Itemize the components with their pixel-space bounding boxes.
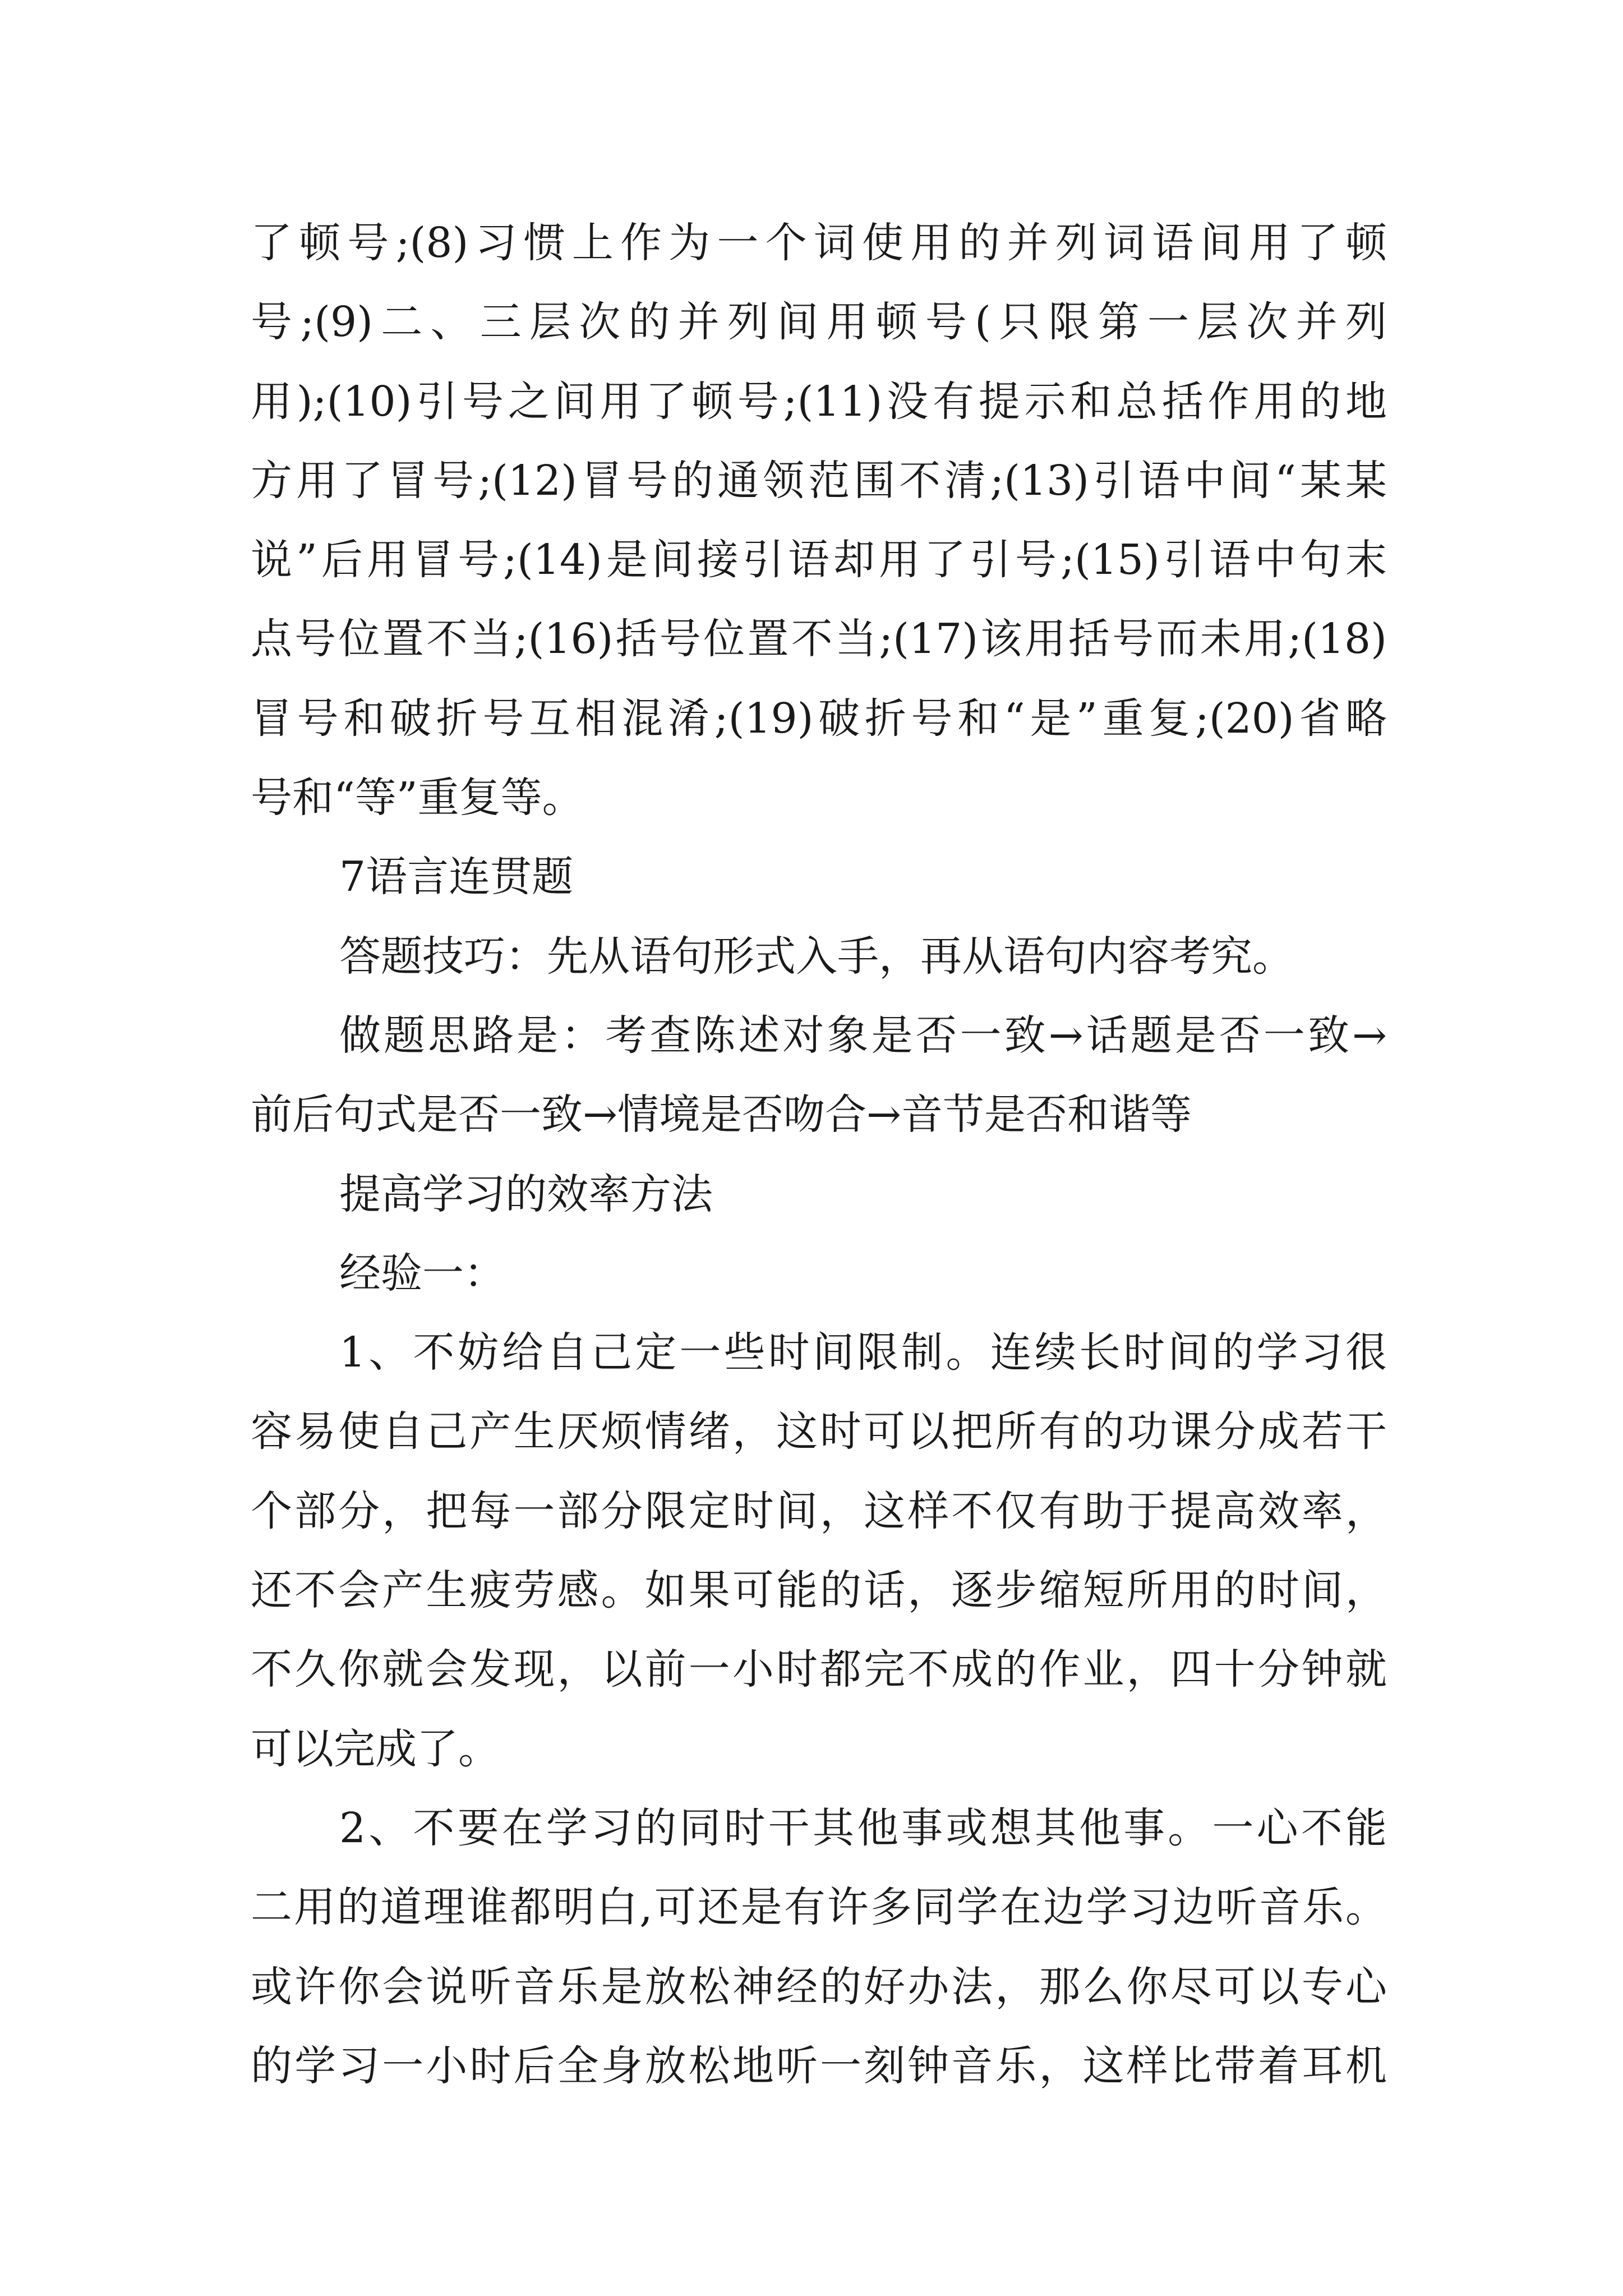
subheading: 经验一： xyxy=(339,1249,505,1297)
body-text-line: 说”后用冒号;(14)是间接引语却用了引号;(15)引语中句末 xyxy=(251,536,1387,585)
body-text-line: 的学习一小时后全身放松地听一刻钟音乐，这样比带着耳机 xyxy=(251,2041,1387,2090)
body-text-line: 个部分，把每一部分限定时间，这样不仅有助于提高效率， xyxy=(251,1487,1387,1535)
section-heading: 7语言连贯题 xyxy=(339,853,574,901)
body-text-line: 或许你会说听音乐是放松神经的好办法，那么你尽可以专心 xyxy=(251,1962,1387,2011)
body-text-line: 可以完成了。 xyxy=(251,1724,500,1773)
body-text-line: 二用的道理谁都明白,可还是有许多同学在边学习边听音乐。 xyxy=(251,1883,1387,1932)
body-text-line: 冒号和破折号互相混淆;(19)破折号和“是”重复;(20)省略 xyxy=(251,694,1387,743)
document-body xyxy=(251,204,1387,2106)
body-text-line: 容易使自己产生厌烦情绪，这时可以把所有的功课分成若干 xyxy=(251,1407,1387,1456)
body-text-line: 不久你就会发现，以前一小时都完不成的作业，四十分钟就 xyxy=(251,1645,1387,1694)
body-text-line: 方用了冒号;(12)冒号的通领范围不清;(13)引语中间“某某 xyxy=(251,456,1387,505)
section-heading: 提高学习的效率方法 xyxy=(339,1170,713,1218)
body-text-line: 号和“等”重复等。 xyxy=(251,774,584,822)
body-text-line: 1、不妨给自己定一些时间限制。连续长时间的学习很 xyxy=(339,1328,1387,1377)
body-text-line: 点号位置不当;(16)括号位置不当;(17)该用括号而未用;(18) xyxy=(251,615,1387,664)
body-text-line: 做题思路是：考查陈述对象是否一致→话题是否一致→ xyxy=(339,1011,1387,1060)
body-text-line: 用);(10)引号之间用了顿号;(11)没有提示和总括作用的地 xyxy=(251,377,1387,426)
body-text-line: 前后句式是否一致→情境是否吻合→音节是否和谐等 xyxy=(251,1091,1192,1139)
body-text-line: 还不会产生疲劳感。如果可能的话，逐步缩短所用的时间， xyxy=(251,1566,1387,1615)
body-text-line: 号;(9)二、三层次的并列间用顿号(只限第一层次并列 xyxy=(251,298,1387,347)
body-text-line: 了顿号;(8)习惯上作为一个词使用的并列词语间用了顿 xyxy=(251,219,1387,267)
body-text-line: 2、不要在学习的同时干其他事或想其他事。一心不能 xyxy=(339,1803,1387,1852)
body-text-line: 答题技巧：先从语句形式入手，再从语句内容考究。 xyxy=(339,932,1294,981)
